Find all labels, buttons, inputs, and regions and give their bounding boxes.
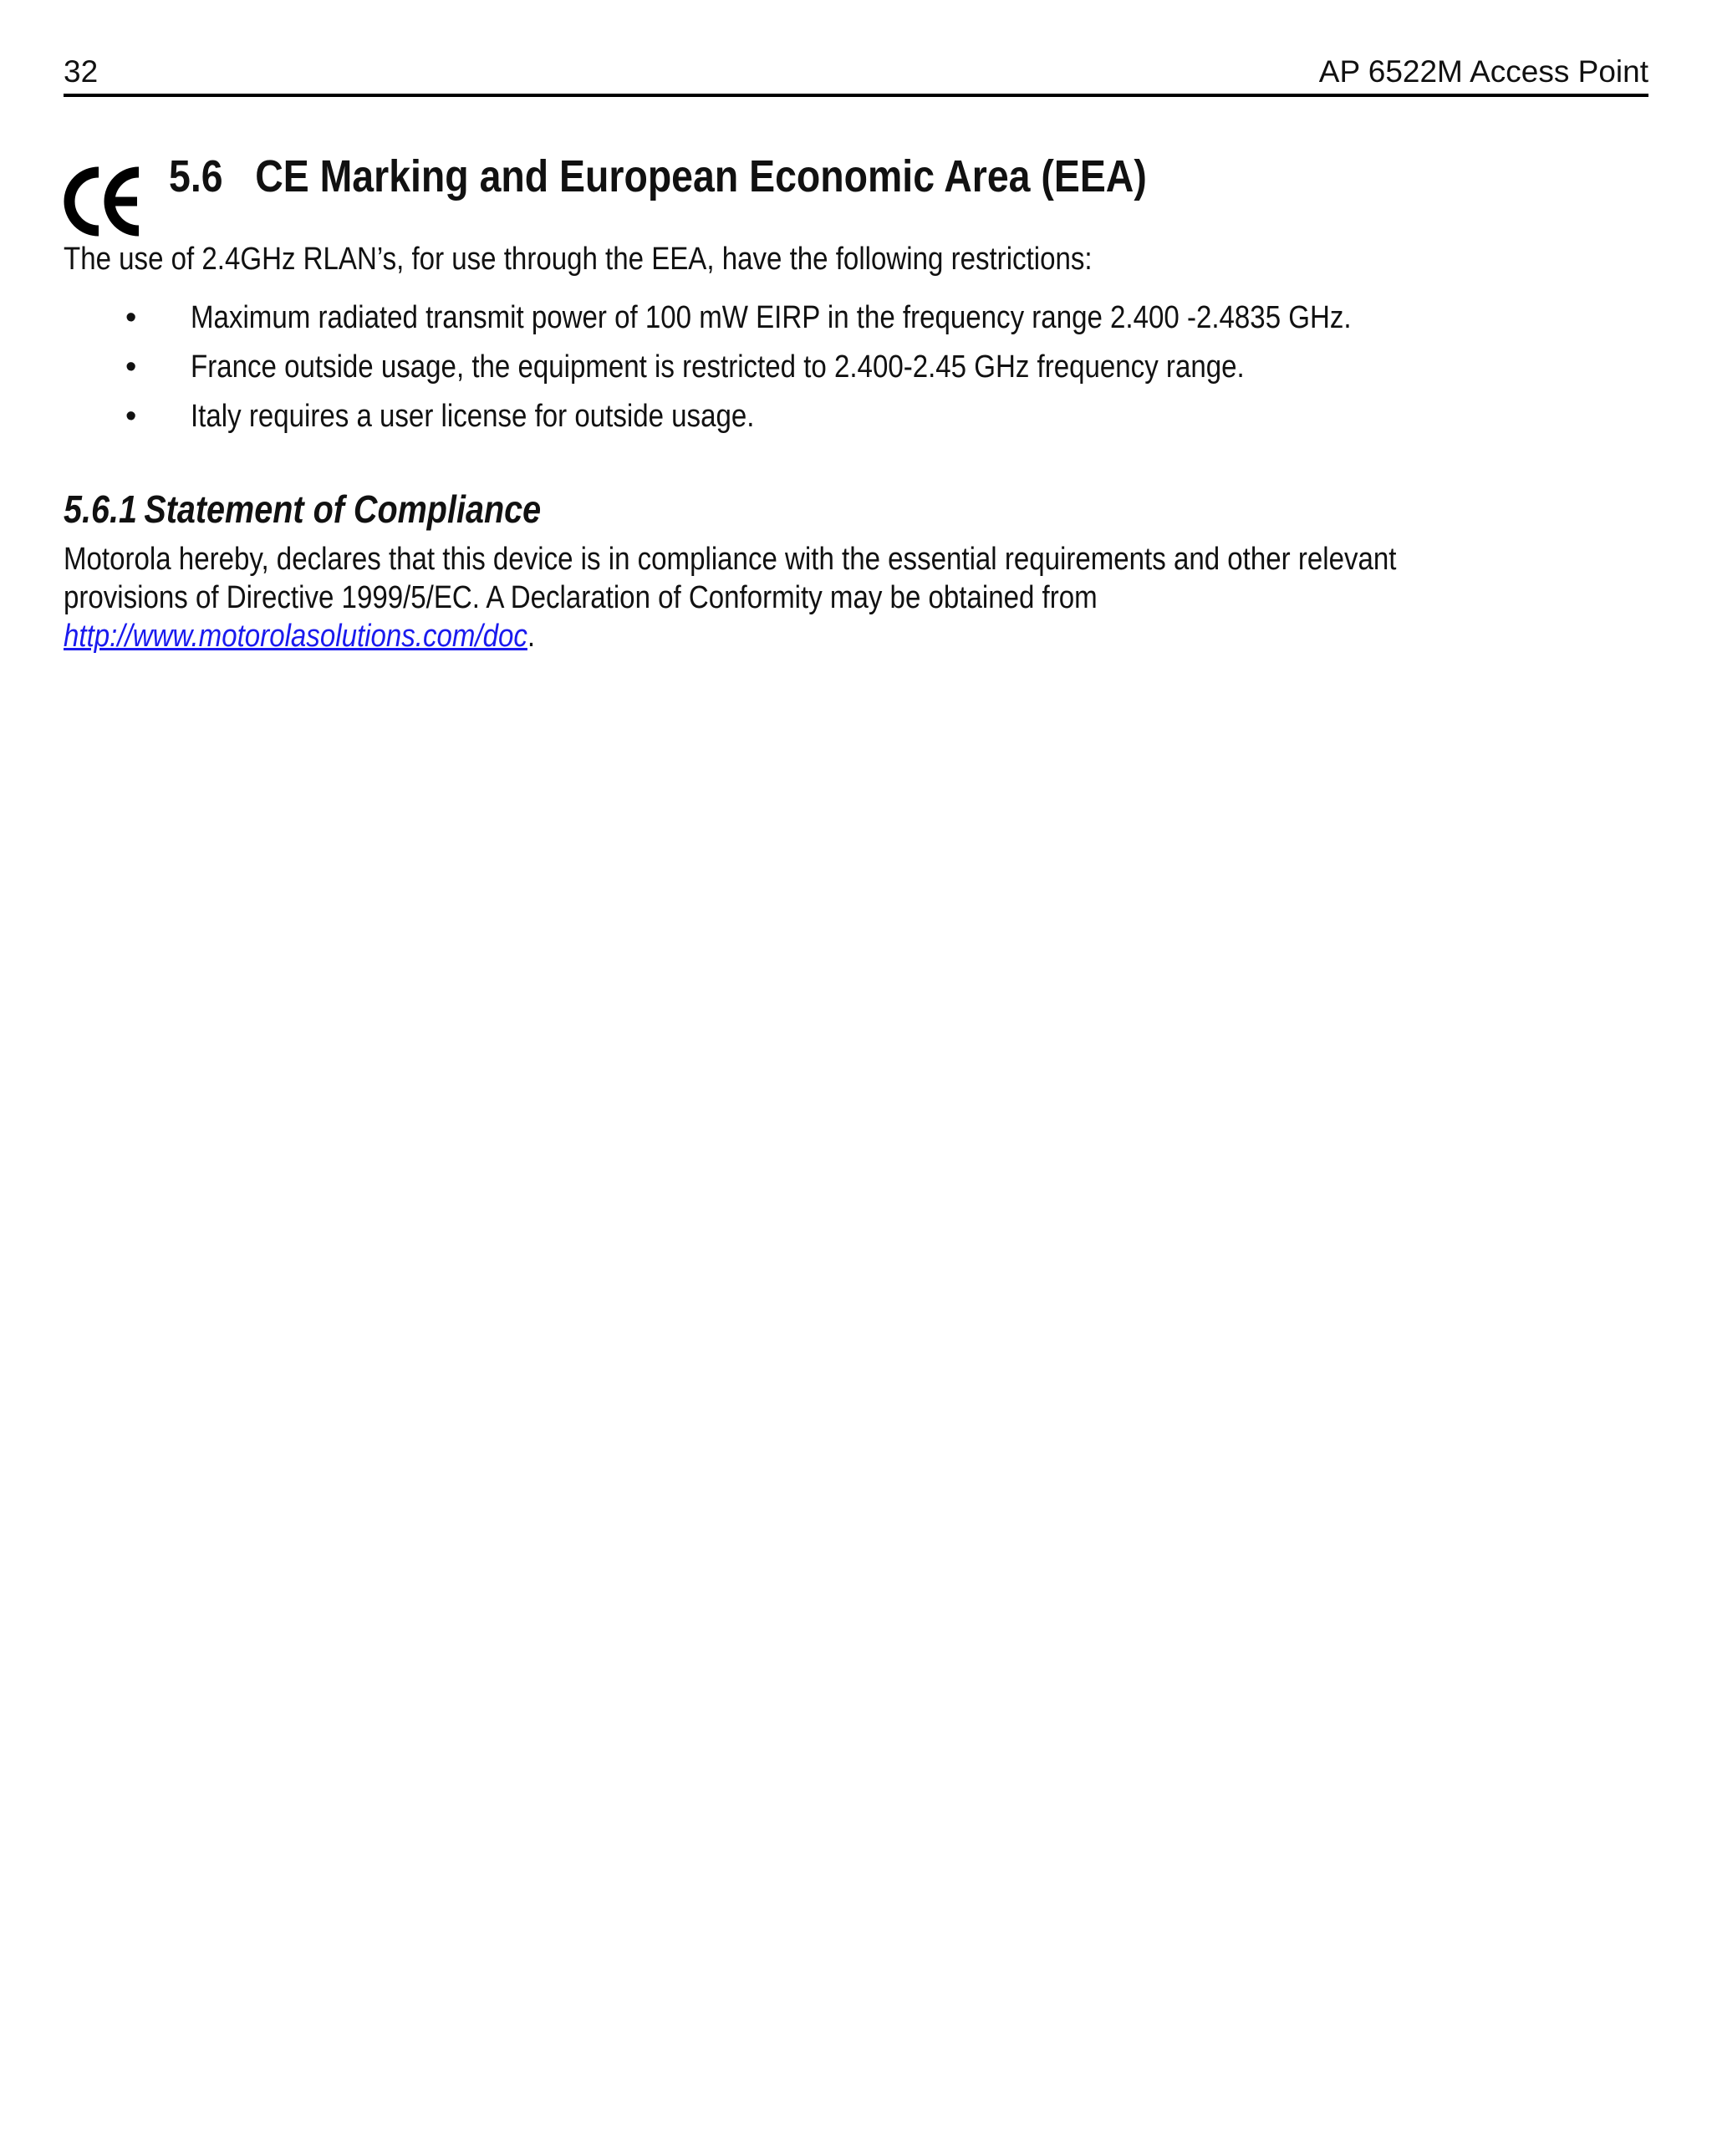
- page-number: 32: [64, 54, 99, 89]
- section-heading: [169, 150, 1147, 202]
- subsection-heading: [64, 487, 541, 532]
- list-item-text: Italy requires a user license for outside usage.: [191, 399, 755, 434]
- link-suffix: .: [527, 619, 536, 654]
- bullet-icon: •: [125, 399, 137, 434]
- list-item-text: France outside usage, the equipment is restricted to 2.400-2.45 GHz frequency range.: [191, 349, 1245, 385]
- list-item-text: Maximum radiated transmit power of 100 mW EIRP in the frequency range 2.400 -2.4835 GHz.: [191, 300, 1352, 335]
- subsection-title: Statement of Compliance: [144, 487, 542, 531]
- section-number: 5.6: [169, 151, 223, 201]
- statement-line: Motorola hereby, declares that this device is in compliance with the essential requirements and other relevant: [64, 542, 1397, 577]
- ce-mark-icon: [64, 164, 144, 239]
- statement-line: [64, 617, 1396, 655]
- document-title: AP 6522M Access Point: [1318, 54, 1648, 89]
- subsection-number: 5.6.1: [64, 487, 137, 531]
- statement-line: provisions of Directive 1999/5/EC. A Declaration of Conformity may be obtained from: [64, 580, 1098, 615]
- bullet-icon: •: [125, 349, 137, 385]
- section-title: CE Marking and European Economic Area (EEA): [255, 151, 1147, 201]
- intro-paragraph: The use of 2.4GHz RLAN’s, for use through the EEA, have the following restrictions:: [64, 242, 1093, 277]
- compliance-statement: [64, 540, 1396, 655]
- page-header: [64, 52, 1648, 97]
- declaration-link[interactable]: http://www.motorolasolutions.com/doc: [64, 619, 527, 654]
- bullet-icon: •: [125, 300, 137, 335]
